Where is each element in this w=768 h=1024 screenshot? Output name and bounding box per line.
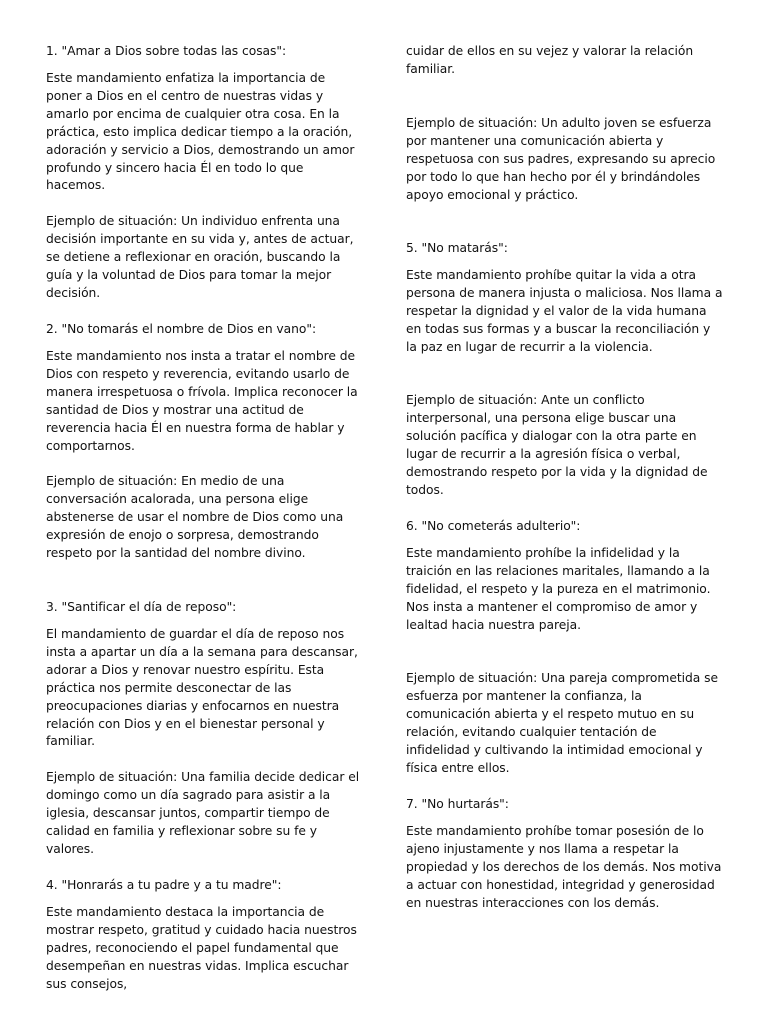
heading-commandment-5: 5. "No matarás": (406, 241, 508, 255)
heading-commandment-4: 4. "Honrarás a tu padre y a tu madre": (46, 878, 282, 892)
example-commandment-1: Ejemplo de situación: Un individuo enfrenta una decisión importante en su vida y, antes de actuar, se detiene a reflexionar en oración, buscando la guía y la voluntad de Dios para tomar la mejor decisión. (46, 214, 354, 300)
body-commandment-5: Este mandamiento prohíbe quitar la vida a otra persona de manera injusta o maliciosa. Nos llama a respetar la dignidad y el valor de la vida humana en todas sus formas y a buscar la reconciliación y la paz en lugar de recurrir a la violencia. (406, 268, 723, 354)
heading-commandment-1: 1. "Amar a Dios sobre todas las cosas": (46, 44, 287, 58)
example-commandment-4: Ejemplo de situación: Un adulto joven se esfuerza por mantener una comunicación abierta y respetuosa con sus padres, expresando su aprecio por todo lo que han hecho por él y brindándoles apoyo emocional y práctico. (406, 116, 716, 202)
body-commandment-2: Este mandamiento nos insta a tratar el nombre de Dios con respeto y reverencia, evitando usarlo de manera irrespetuosa o frívola. Implica reconocer la santidad de Dios y mostrar una actitud de reverencia hacia Él en nuestra forma de hablar y comportarnos. (46, 349, 358, 453)
example-commandment-2: Ejemplo de situación: En medio de una conversación acalorada, una persona elige abstenerse de usar el nombre de Dios como una expresión de enojo o sorpresa, demostrando respeto por la santidad del nombre divino. (46, 474, 344, 560)
example-commandment-5: Ejemplo de situación: Ante un conflicto interpersonal, una persona elige buscar una solución pacífica y dialogar con la otra parte en lugar de recurrir a la agresión física o verbal, demostrando respeto por la vida y la dignidad de todos. (406, 393, 708, 497)
body-commandment-3: El mandamiento de guardar el día de reposo nos insta a apartar un día a la semana para descansar, adorar a Dios y renovar nuestro espíritu. Esta práctica nos permite desconectar de las preocupaciones diarias y enfocarnos en nuestra relación con Dios y en el bienestar personal y familiar. (46, 627, 358, 749)
example-commandment-6: Ejemplo de situación: Una pareja comprometida se esfuerza por mantener la confianza, la comunicación abierta y el respeto mutuo en su relación, evitando cualquier tentación de infidelidad y cultivando la intimidad emocional y física entre ellos. (406, 671, 718, 775)
body-commandment-4: Este mandamiento destaca la importancia de mostrar respeto, gratitud y cuidado hacia nuestros padres, reconociendo el papel fundamental que desempeñan en nuestras vidas. Implica escuchar sus consejos, (46, 905, 357, 991)
heading-commandment-3: 3. "Santificar el día de reposo": (46, 600, 237, 614)
body-commandment-1: Este mandamiento enfatiza la importancia de poner a Dios en el centro de nuestras vidas y amarlo por encima de cualquier otra cosa. En la práctica, esto implica dedicar tiempo a la oración, adoración y servicio a Dios, demostrando un amor profundo y sincero hacia Él en todo lo que hacemos. (46, 71, 355, 193)
body-commandment-6: Este mandamiento prohíbe la infidelidad y la traición en las relaciones maritales, llamando a la fidelidad, el respeto y la pureza en el matrimonio. Nos insta a mantener el compromiso de amor y lealtad hacia nuestra pareja. (406, 546, 711, 632)
heading-commandment-2: 2. "No tomarás el nombre de Dios en vano": (46, 322, 317, 336)
body-commandment-7: Este mandamiento prohíbe tomar posesión de lo ajeno injustamente y nos llama a respetar la propiedad y los derechos de los demás. Nos motiva a actuar con honestidad, integridad y generosidad en nuestras interacciones con los demás. (406, 824, 722, 910)
body-commandment-4-continued: cuidar de ellos en su vejez y valorar la relación familiar. (406, 44, 694, 76)
heading-commandment-7: 7. "No hurtarás": (406, 797, 509, 811)
example-commandment-3: Ejemplo de situación: Una familia decide dedicar el domingo como un día sagrado para asistir a la iglesia, descansar juntos, compartir tiempo de calidad en familia y reflexionar sobre su fe y valores. (46, 770, 360, 856)
heading-commandment-6: 6. "No cometerás adulterio": (406, 519, 581, 533)
